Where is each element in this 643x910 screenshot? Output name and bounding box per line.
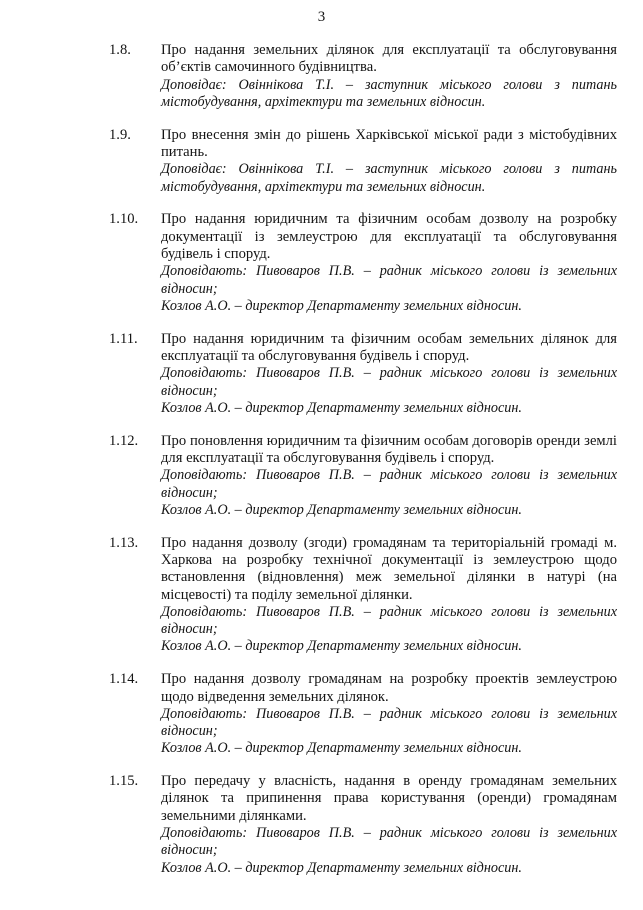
agenda-item-number: 1.11.	[109, 330, 138, 347]
agenda-item-speaker: Доповідають: Пивоваров П.В. – радник міського голови із земельних відносин;	[161, 603, 617, 638]
agenda-item-speaker: Доповідають: Пивоваров П.В. – радник міського голови із земельних відносин;	[161, 705, 617, 740]
agenda-item	[0, 773, 643, 877]
agenda-item-speaker: Доповідають: Пивоваров П.В. – радник міського голови із земельних відносин;	[161, 365, 617, 399]
agenda-item-speaker: Доповідають: Пивоваров П.В. – радник міського голови із земельних відносин;	[161, 825, 617, 859]
agenda-item-body	[161, 42, 617, 111]
agenda-item	[0, 671, 643, 757]
agenda-item-body	[161, 773, 617, 877]
agenda-item-speaker: Доповідає: Овіннікова Т.І. – заступник міського голови з питань містобудування, архітектури та земельних відносин.	[161, 76, 617, 110]
agenda-item-speaker: Козлов А.О. – директор Департаменту земельних відносин.	[161, 740, 522, 757]
agenda-item-title: Про надання земельних ділянок для експлуатації та обслуговування об’єктів самочинного будівництва.	[161, 42, 617, 76]
agenda-item-title: Про надання юридичним та фізичним особам земельних ділянок для експлуатації та обслуговування будівель і споруд.	[161, 330, 617, 364]
agenda-item-speaker: Козлов А.О. – директор Департаменту земельних відносин.	[161, 399, 522, 416]
agenda-item-body	[161, 331, 617, 417]
agenda-item	[0, 331, 643, 417]
agenda-item	[0, 433, 643, 519]
agenda-item-number: 1.13.	[109, 534, 139, 551]
page-number: 3	[317, 9, 326, 25]
agenda-item-number: 1.9.	[109, 126, 131, 143]
agenda-item-body	[161, 433, 617, 519]
agenda-item-title: Про внесення змін до рішень Харківської міської ради з містобудівних питань.	[161, 126, 617, 160]
agenda-item-body	[161, 127, 617, 196]
agenda-item-title: Про надання дозволу громадянам на розробку проектів землеустрою щодо відведення земельних ділянок.	[161, 671, 617, 705]
agenda-item-number: 1.14.	[109, 671, 139, 688]
agenda-item	[0, 42, 643, 111]
agenda-item-speaker: Козлов А.О. – директор Департаменту земельних відносин.	[161, 501, 522, 518]
agenda-item-speaker: Козлов А.О. – директор Департаменту земельних відносин.	[161, 297, 522, 314]
agenda-item-title: Про поновлення юридичним та фізичним особам договорів оренди землі для експлуатації та обслуговування будівель і споруд.	[161, 432, 617, 466]
agenda-item-speaker: Козлов А.О. – директор Департаменту земельних відносин.	[161, 859, 522, 876]
agenda-item-title: Про передачу у власність, надання в оренду громадянам земельних ділянок та припинення права користування (оренди) громадянам земельними ділянками.	[161, 773, 617, 824]
agenda-item-body	[161, 211, 617, 315]
agenda-list	[0, 42, 643, 892]
agenda-item-number: 1.12.	[109, 432, 139, 449]
agenda-item-number: 1.15.	[109, 773, 139, 790]
agenda-item-speaker: Доповідають: Пивоваров П.В. – радник міського голови із земельних відносин;	[161, 467, 617, 501]
agenda-item-title: Про надання юридичним та фізичним особам дозволу на розробку документації із землеустрою для експлуатації та обслуговування будівель і споруд.	[161, 211, 617, 262]
agenda-item-number: 1.10.	[109, 211, 139, 228]
agenda-item-speaker: Доповідають: Пивоваров П.В. – радник міського голови із земельних відносин;	[161, 263, 617, 297]
agenda-item	[0, 127, 643, 196]
agenda-item-body	[161, 535, 617, 656]
agenda-item	[0, 535, 643, 656]
agenda-item-title: Про надання дозволу (згоди) громадянам та територіальній громаді м. Харкова на розробку технічної документації із землеустрою щодо встановлення (відновлення) меж земельної ділянки в натурі (на місцевості) та поділу земельної ділянки.	[161, 534, 617, 603]
agenda-item-speaker: Доповідає: Овіннікова Т.І. – заступник міського голови з питань містобудування, архітектури та земельних відносин.	[161, 161, 617, 195]
agenda-item	[0, 211, 643, 315]
agenda-item-speaker: Козлов А.О. – директор Департаменту земельних відносин.	[161, 638, 522, 655]
agenda-item-number: 1.8.	[109, 42, 131, 58]
agenda-item-body	[161, 671, 617, 757]
